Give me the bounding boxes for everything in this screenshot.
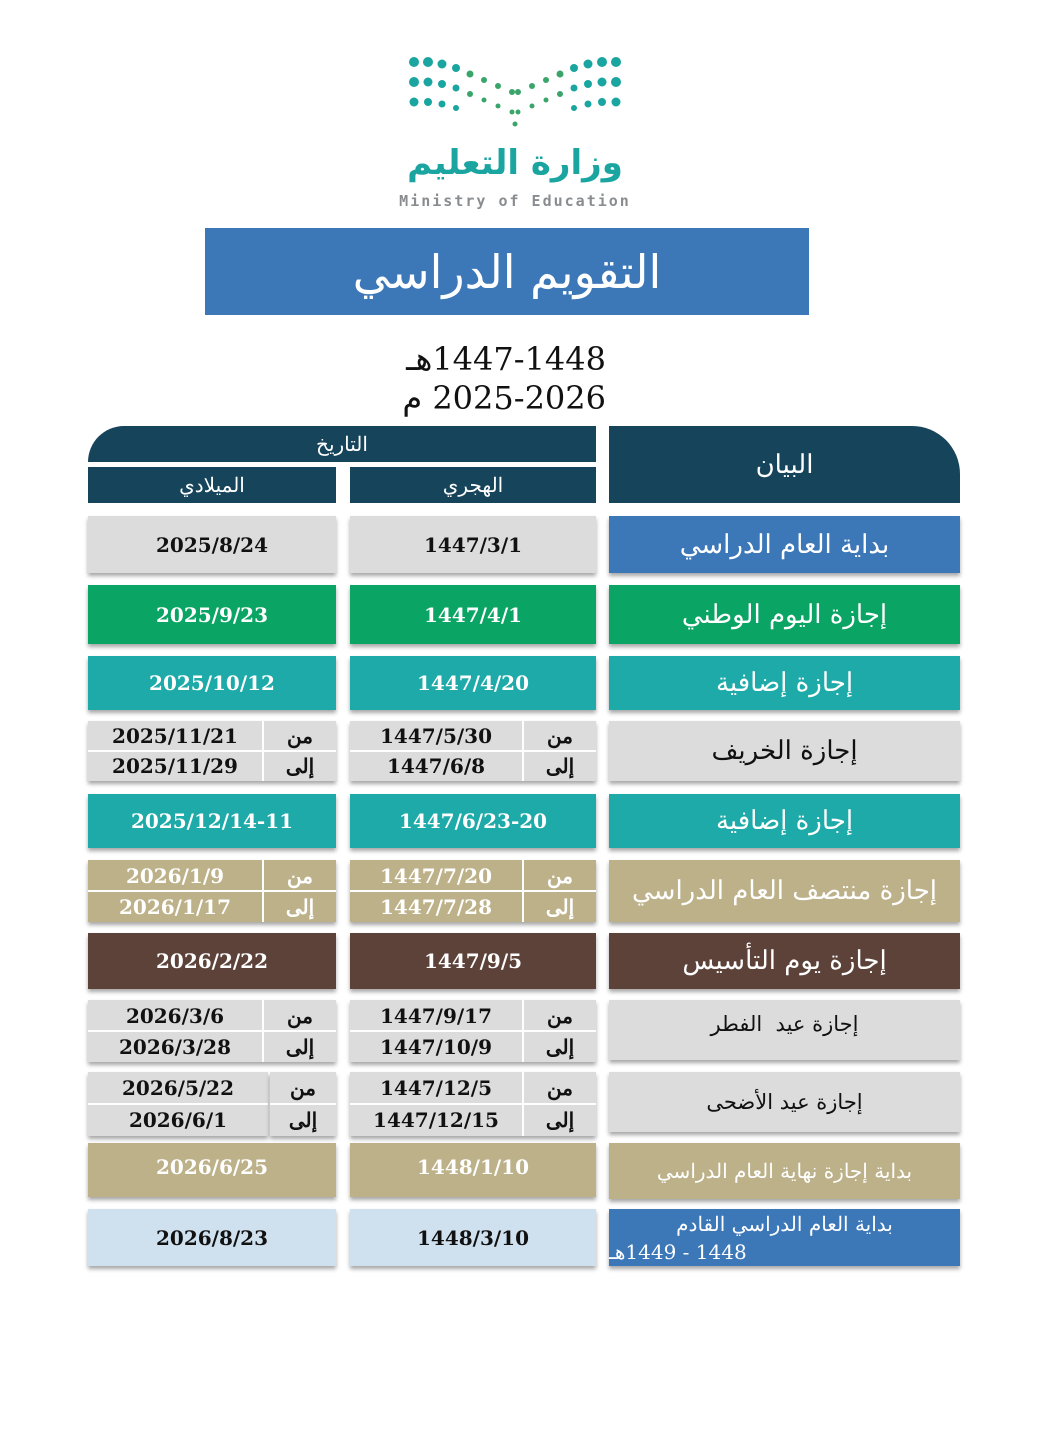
hijri-range-cell xyxy=(350,860,596,922)
cell-divider xyxy=(270,1103,336,1105)
from-label: من xyxy=(547,1076,573,1100)
gregorian-to-date: 2026/3/28 xyxy=(118,1034,232,1059)
gregorian-date-cell xyxy=(88,794,336,848)
header-hijri-column xyxy=(350,467,596,503)
gregorian-date-cell xyxy=(88,1209,336,1266)
cell-divider xyxy=(350,1103,596,1105)
row-label-text: إجازة عيد الأضحى xyxy=(706,1090,863,1114)
hijri-year-range: 1447-1448هـ xyxy=(406,340,606,378)
to-label: إلى xyxy=(545,1034,575,1059)
to-label: إلى xyxy=(285,894,315,919)
ministry-name-english: Ministry of Education xyxy=(399,192,631,210)
to-label: إلى xyxy=(285,1034,315,1059)
to-label: إلى xyxy=(288,1108,318,1132)
gregorian-range-cell xyxy=(88,860,336,922)
gregorian-date-cell xyxy=(88,516,336,573)
gregorian-from-date: 2026/3/6 xyxy=(125,1003,225,1028)
gregorian-from-date: 2025/11/21 xyxy=(112,724,238,748)
hijri-date-cell xyxy=(350,516,596,573)
gregorian-date-cell xyxy=(88,1143,336,1197)
row-label-text: إجازة منتصف العام الدراسي xyxy=(632,876,938,906)
cell-divider xyxy=(88,890,336,892)
cell-divider xyxy=(350,890,596,892)
row-label-text: إجازة اليوم الوطني xyxy=(681,599,888,630)
gregorian-date-cell xyxy=(88,656,336,710)
gregorian-to-date: 2026/1/17 xyxy=(118,894,232,919)
hijri-date: 1447/4/20 xyxy=(416,671,530,695)
gregorian-range-cell xyxy=(88,1000,336,1062)
cell-divider xyxy=(350,1030,596,1032)
gregorian-from-date: 2026/1/9 xyxy=(125,863,225,888)
row-label-text: إجازة إضافية xyxy=(715,806,854,836)
gregorian-date: 2026/8/23 xyxy=(155,1225,269,1250)
cell-divider xyxy=(88,1103,268,1105)
header-gregorian-column xyxy=(88,467,336,503)
hijri-from-date: 1447/7/20 xyxy=(379,863,493,888)
ministry-logo-dots xyxy=(400,52,630,132)
header-hijri-text: الهجري xyxy=(442,473,504,497)
to-label: إلى xyxy=(545,894,575,919)
gregorian-date: 2025/10/12 xyxy=(149,671,275,695)
row-label-year: 1448 - 1449هـ xyxy=(609,1239,747,1264)
hijri-date: 1447/4/1 xyxy=(423,602,523,627)
from-label: من xyxy=(547,1003,573,1028)
table-row-label xyxy=(609,1209,960,1266)
row-label-text: إجازة إضافية xyxy=(715,668,854,698)
hijri-date-cell xyxy=(350,1209,596,1266)
table-row-label xyxy=(609,656,960,710)
gregorian-date: 2026/6/25 xyxy=(155,1155,269,1179)
table-row-label xyxy=(609,860,960,922)
header-label-text: البيان xyxy=(755,449,814,480)
hijri-date-cell xyxy=(350,794,596,848)
gregorian-date: 2026/2/22 xyxy=(155,949,269,973)
hijri-range-cell xyxy=(350,1072,596,1136)
gregorian-range-cell xyxy=(88,721,336,781)
hijri-to-date: 1447/12/15 xyxy=(373,1108,499,1132)
hijri-to-date: 1447/6/8 xyxy=(386,754,486,778)
to-label: إلى xyxy=(545,754,575,778)
row-label-text: بداية العام الدراسي القادم xyxy=(676,1211,893,1236)
header-label-column xyxy=(609,426,960,503)
gregorian-date: 2025/8/24 xyxy=(155,532,269,557)
hijri-date-cell xyxy=(350,933,596,989)
hijri-date: 1447/9/5 xyxy=(423,949,523,973)
row-label-text: بداية إجازة نهاية العام الدراسي xyxy=(656,1159,913,1183)
cell-divider xyxy=(88,1030,336,1032)
cell-divider xyxy=(88,750,336,752)
row-label-text: إجازة عيد الفطر xyxy=(710,1012,859,1036)
table-row-label xyxy=(609,721,960,781)
table-row-label xyxy=(609,516,960,573)
hijri-date: 1447/3/1 xyxy=(423,532,523,557)
from-label: من xyxy=(547,724,573,748)
from-label: من xyxy=(290,1076,316,1100)
gregorian-date-cell xyxy=(88,585,336,644)
hijri-date-cell xyxy=(350,1143,596,1197)
gregorian-year-range: 2025-2026 م xyxy=(402,379,606,417)
from-label: من xyxy=(287,1003,313,1028)
gregorian-date: 2025/9/23 xyxy=(155,602,269,627)
row-label-text: إجازة الخريف xyxy=(711,736,858,766)
from-label: من xyxy=(287,724,313,748)
header-date-group xyxy=(88,426,596,462)
gregorian-to-date: 2026/6/1 xyxy=(128,1108,228,1132)
hijri-date-cell xyxy=(350,585,596,644)
row-label-text: إجازة يوم التأسيس xyxy=(682,946,887,976)
table-row-label xyxy=(609,1000,960,1060)
table-row-label xyxy=(609,1143,960,1199)
hijri-date: 1448/3/10 xyxy=(416,1225,530,1250)
to-label: إلى xyxy=(285,754,315,778)
table-row-label xyxy=(609,794,960,848)
gregorian-from-date: 2026/5/22 xyxy=(121,1076,235,1100)
page-title: التقويم الدراسي xyxy=(205,228,809,315)
gregorian-date: 2025/12/14-11 xyxy=(130,809,294,833)
hijri-date: 1448/1/10 xyxy=(416,1155,530,1179)
header-gregorian-text: الميلادي xyxy=(179,473,245,497)
row-label-text: بداية العام الدراسي xyxy=(679,529,890,560)
hijri-from-date: 1447/12/5 xyxy=(379,1076,493,1100)
hijri-date: 1447/6/23-20 xyxy=(398,809,548,833)
table-row-label xyxy=(609,933,960,989)
gregorian-date-cell xyxy=(88,933,336,989)
ministry-name-arabic: وزارة التعليم xyxy=(407,143,623,183)
hijri-range-cell xyxy=(350,721,596,781)
from-label: من xyxy=(287,863,313,888)
table-row-label xyxy=(609,585,960,644)
gregorian-range-cell xyxy=(88,1072,268,1136)
table-row-label xyxy=(609,1072,960,1132)
hijri-to-date: 1447/7/28 xyxy=(379,894,493,919)
hijri-from-date: 1447/5/30 xyxy=(379,724,493,748)
hijri-range-cell xyxy=(350,1000,596,1062)
from-label: من xyxy=(547,863,573,888)
cell-divider xyxy=(350,750,596,752)
hijri-from-date: 1447/9/17 xyxy=(379,1003,493,1028)
to-label: إلى xyxy=(545,1108,575,1132)
gregorian-range-words xyxy=(270,1072,336,1136)
hijri-to-date: 1447/10/9 xyxy=(379,1034,493,1059)
hijri-date-cell xyxy=(350,656,596,710)
gregorian-to-date: 2025/11/29 xyxy=(112,754,238,778)
header-date-text: التاريخ xyxy=(316,432,368,456)
